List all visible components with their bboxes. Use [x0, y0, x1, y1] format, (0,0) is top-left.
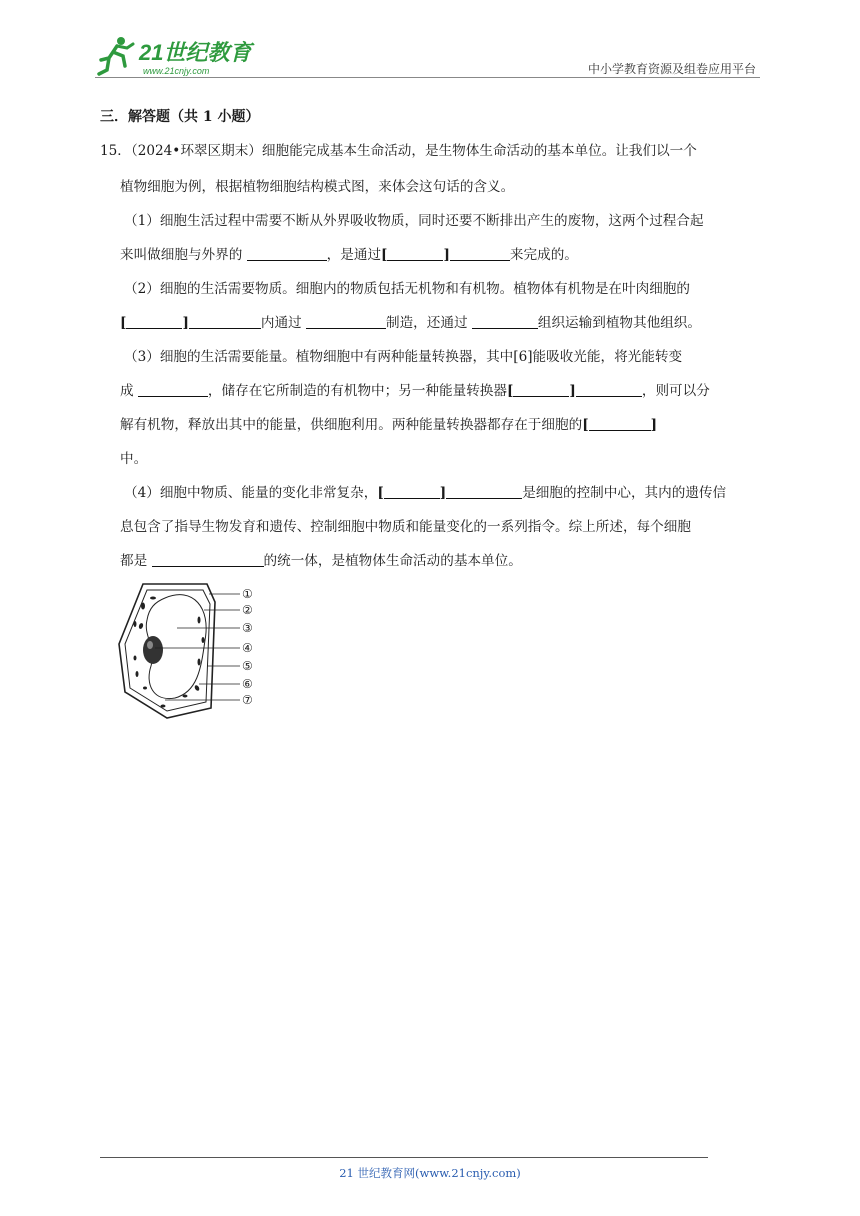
sub-question-4-line3: 都是 的统一体，是植物体生命活动的基本单位。	[120, 553, 522, 569]
logo	[95, 34, 255, 78]
question-number: 15．	[100, 143, 131, 159]
label-1: ①	[242, 587, 253, 601]
sub-question-3-line4: 中。	[120, 451, 148, 467]
answer-blank[interactable]	[306, 314, 386, 329]
page-header	[95, 30, 760, 80]
header-divider	[95, 77, 760, 78]
question-line: 15．（2024•环翠区期末）细胞能完成基本生命活动，是生物体生命活动的基本单位。让我们以一个	[100, 143, 697, 159]
footer-divider	[100, 1157, 708, 1158]
answer-blank[interactable]	[450, 246, 510, 261]
answer-blank[interactable]	[247, 246, 327, 261]
sub-question-1: （1）细胞生活过程中需要不断从外界吸收物质，同时还要不断排出产生的废物，这两个过程合起	[124, 213, 704, 229]
sub-question-4: （4）细胞中物质、能量的变化非常复杂，[ ] 是细胞的控制中心，其内的遗传信	[124, 485, 727, 501]
plant-cell-diagram	[115, 580, 265, 720]
sub-question-2: （2）细胞的生活需要物质。细胞内的物质包括无机物和有机物。植物体有机物是在叶肉细胞的	[124, 281, 690, 297]
answer-blank[interactable]	[138, 382, 208, 397]
runner-icon	[99, 37, 133, 74]
question-line: 植物细胞为例，根据植物细胞结构模式图，来体会这句话的含义。	[120, 179, 515, 195]
answer-blank[interactable]	[152, 552, 264, 567]
answer-blank[interactable]	[576, 382, 642, 397]
answer-blank[interactable]	[387, 246, 443, 261]
label-6: ⑥	[242, 677, 253, 691]
label-7: ⑦	[242, 693, 253, 707]
answer-blank[interactable]	[472, 314, 538, 329]
logo-text: 21世纪教育	[139, 40, 252, 65]
label-2: ②	[242, 603, 253, 617]
answer-blank[interactable]	[384, 484, 440, 499]
answer-blank[interactable]	[589, 416, 651, 431]
answer-blank[interactable]	[513, 382, 569, 397]
sub-question-3-line2: 成 ，储存在它所制造的有机物中；另一种能量转换器[ ] ，则可以分	[120, 383, 710, 399]
answer-blank[interactable]	[446, 484, 522, 499]
answer-blank[interactable]	[189, 314, 261, 329]
answer-blank[interactable]	[126, 314, 182, 329]
logo-url: www.21cnjy.com	[143, 66, 210, 76]
sub-question-3-line3: 解有机物，释放出其中的能量，供细胞利用。两种能量转换器都存在于细胞的[ ]	[120, 417, 658, 433]
label-5: ⑤	[242, 659, 253, 673]
label-3: ③	[242, 621, 253, 635]
footer-text: 21 世纪教育网(www.21cnjy.com)	[339, 1166, 521, 1180]
section-title: 三．解答题（共 1 小题）	[100, 109, 260, 125]
label-4: ④	[242, 641, 253, 655]
sub-question-4-line2: 息包含了指导生物发育和遗传、控制细胞中物质和能量变化的一系列指令。综上所述，每个细胞	[120, 519, 691, 535]
sub-question-3: （3）细胞的生活需要能量。植物细胞中有两种能量转换器，其中[6]能吸收光能，将光能转变	[124, 349, 683, 365]
sub-question-2-line2: [ ] 内通过 制造，还通过 组织运输到植物其他组织。	[120, 315, 701, 331]
sub-question-1-line2: 来叫做细胞与外界的 ，是通过[ ] 来完成的。	[120, 247, 578, 263]
platform-name: 中小学教育资源及组卷应用平台	[587, 62, 756, 76]
